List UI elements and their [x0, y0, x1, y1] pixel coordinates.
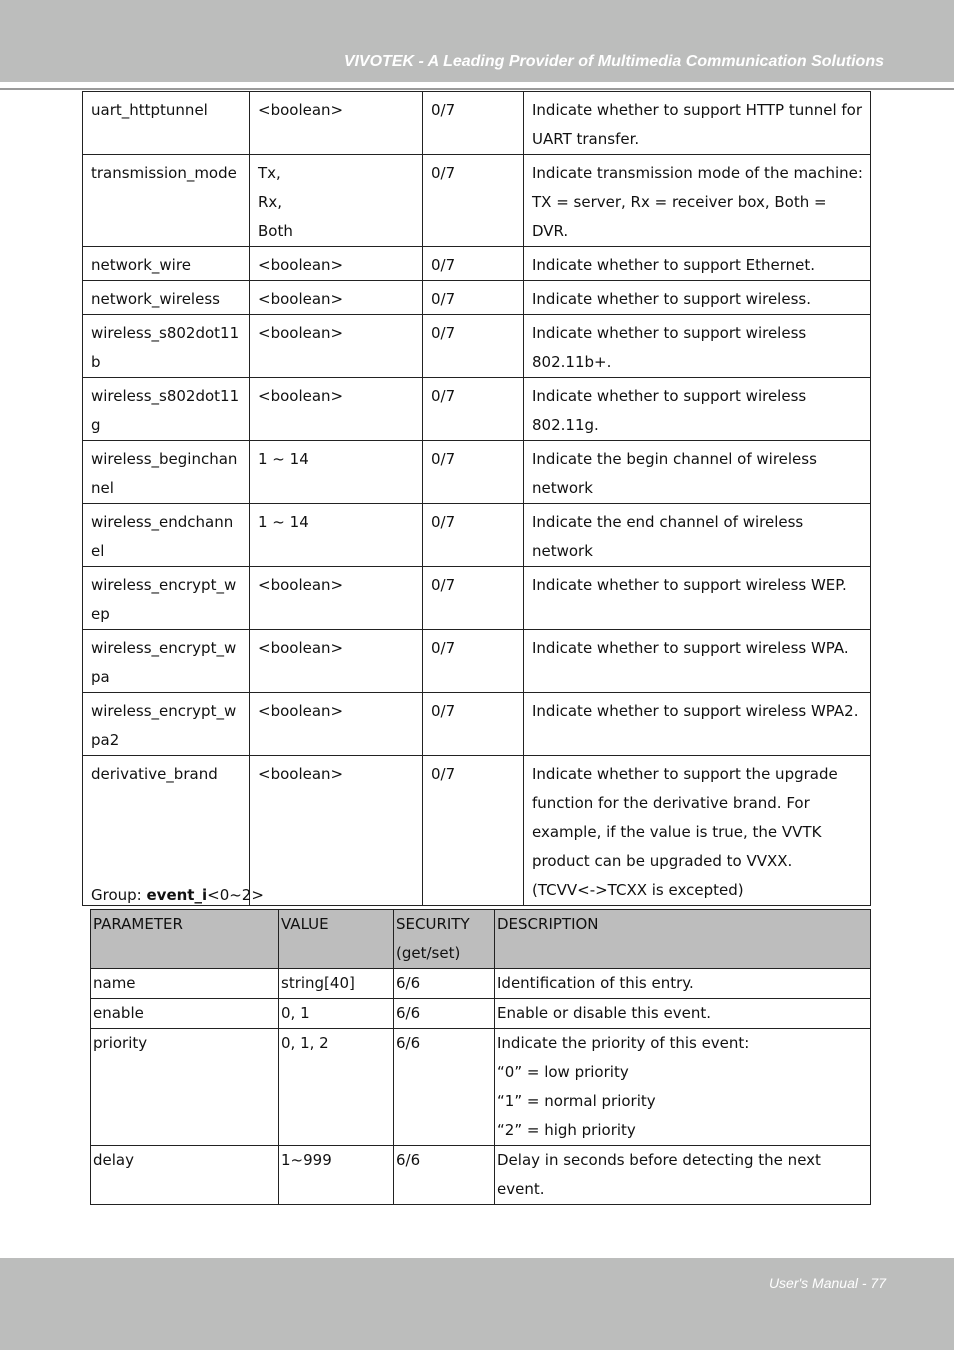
cell-line: <boolean> [258, 290, 344, 308]
cell-line: product can be upgraded to VVXX. [532, 852, 793, 870]
parameter-cell: name [91, 969, 279, 999]
table-row [83, 378, 871, 441]
security-cell: 0/7 [423, 155, 524, 247]
description-cell [495, 1146, 871, 1205]
cell-line: “1” = normal priority [497, 1092, 656, 1110]
description-cell [524, 693, 871, 756]
cell-line: TX = server, Rx = receiver box, Both = DVR. [532, 193, 827, 240]
description-cell [524, 504, 871, 567]
page-footer [0, 1258, 954, 1350]
parameter-cell: wireless_s802dot11g [83, 378, 250, 441]
footer-page-label: User's Manual - 77 [768, 1275, 886, 1291]
value-cell [250, 155, 423, 247]
cell-line: <boolean> [258, 702, 344, 720]
table-row [83, 630, 871, 693]
value-cell: string[40] [279, 969, 394, 999]
parameter-cell: wireless_endchannel [83, 504, 250, 567]
parameter-table-body [83, 92, 871, 906]
security-cell: 0/7 [423, 92, 524, 155]
table-row [83, 567, 871, 630]
parameter-cell: wireless_s802dot11b [83, 315, 250, 378]
cell-line: “0” = low priority [497, 1063, 629, 1081]
cell-line: “2” = high priority [497, 1121, 636, 1139]
cell-line: <boolean> [258, 576, 344, 594]
parameter-cell: wireless_encrypt_wep [83, 567, 250, 630]
table-row [83, 441, 871, 504]
table-row [83, 247, 871, 281]
header-parameter: PARAMETER [91, 910, 279, 969]
cell-line: <boolean> [258, 101, 344, 119]
security-cell: 0/7 [423, 315, 524, 378]
table-row [83, 315, 871, 378]
description-cell [524, 756, 871, 906]
cell-line: Indicate whether to support wireless WPA. [532, 639, 849, 657]
security-cell: 0/7 [423, 504, 524, 567]
description-cell [524, 155, 871, 247]
cell-line: Indicate the begin channel of wireless [532, 450, 817, 468]
group-suffix: <0~2> [207, 886, 264, 904]
table-row [83, 693, 871, 756]
value-cell [250, 441, 423, 504]
cell-line: Indicate whether to support wireless WPA2. [532, 702, 859, 720]
cell-line: (TCVV<->TCXX is excepted) [532, 881, 744, 899]
cell-line: Rx, [258, 193, 283, 211]
parameter-table-capability [82, 91, 871, 906]
description-cell [524, 315, 871, 378]
security-cell: 6/6 [394, 1146, 495, 1205]
cell-line: Identification of this entry. [497, 974, 694, 992]
cell-line: Indicate whether to support the upgrade [532, 765, 838, 783]
parameter-cell: wireless_beginchannel [83, 441, 250, 504]
parameter-table-event [90, 909, 871, 1205]
parameter-cell: uart_httptunnel [83, 92, 250, 155]
cell-line: <boolean> [258, 324, 344, 342]
parameter-cell: priority [91, 1029, 279, 1146]
cell-line: Indicate whether to support wireless 802.11g. [532, 387, 807, 434]
cell-line: Indicate the end channel of wireless network [532, 513, 804, 560]
cell-line: Indicate whether to support Ethernet. [532, 256, 816, 274]
cell-line: Indicate whether to support HTTP tunnel for [532, 101, 863, 119]
header-security [394, 910, 495, 969]
cell-line: <boolean> [258, 256, 344, 274]
description-cell [524, 567, 871, 630]
cell-line: Indicate transmission mode of the machine: [532, 164, 863, 182]
group-name: event_i [146, 886, 208, 904]
cell-line: Both [258, 222, 293, 240]
cell-line: Delay in seconds before detecting the next event. [497, 1151, 821, 1198]
parameter-cell: derivative_brand [83, 756, 250, 906]
parameter-cell: delay [91, 1146, 279, 1205]
security-cell: 6/6 [394, 969, 495, 999]
security-cell: 6/6 [394, 1029, 495, 1146]
security-cell: 0/7 [423, 567, 524, 630]
table-row [91, 999, 871, 1029]
header-description: DESCRIPTION [495, 910, 871, 969]
table-row [83, 504, 871, 567]
value-cell [250, 247, 423, 281]
description-cell [495, 1029, 871, 1146]
cell-line: <boolean> [258, 387, 344, 405]
header-security-line: SECURITY [396, 915, 470, 933]
cell-line: UART transfer. [532, 130, 640, 148]
cell-line: Indicate whether to support wireless. [532, 290, 811, 308]
security-cell: 0/7 [423, 281, 524, 315]
parameter-cell: network_wire [83, 247, 250, 281]
description-cell [524, 630, 871, 693]
value-cell: 0, 1 [279, 999, 394, 1029]
description-cell [524, 247, 871, 281]
security-cell: 0/7 [423, 441, 524, 504]
table-row [83, 281, 871, 315]
cell-line: 1 ~ 14 [258, 513, 309, 531]
security-cell: 0/7 [423, 247, 524, 281]
table-row [91, 969, 871, 999]
security-cell: 0/7 [423, 630, 524, 693]
value-cell [250, 693, 423, 756]
header-title: VIVOTEK - A Leading Provider of Multimedia Communication Solutions [343, 53, 884, 70]
page-header [0, 0, 954, 82]
value-cell: 0, 1, 2 [279, 1029, 394, 1146]
cell-line: example, if the value is true, the VVTK [532, 823, 822, 841]
table-header-row [91, 910, 871, 969]
value-cell [250, 504, 423, 567]
value-cell [250, 281, 423, 315]
cell-line: Enable or disable this event. [497, 1004, 711, 1022]
value-cell [250, 630, 423, 693]
table-row [83, 92, 871, 155]
description-cell [524, 378, 871, 441]
description-cell [524, 92, 871, 155]
description-cell [524, 281, 871, 315]
value-cell [250, 378, 423, 441]
table-row [91, 1146, 871, 1205]
value-cell [250, 315, 423, 378]
cell-line: 1 ~ 14 [258, 450, 309, 468]
parameter-cell: enable [91, 999, 279, 1029]
header-divider [0, 88, 954, 90]
cell-line: network [532, 479, 593, 497]
group-label [91, 883, 264, 907]
value-cell [250, 756, 423, 906]
security-cell: 6/6 [394, 999, 495, 1029]
security-cell: 0/7 [423, 756, 524, 906]
security-cell: 0/7 [423, 378, 524, 441]
parameter-cell: transmission_mode [83, 155, 250, 247]
header-security-line: (get/set) [396, 944, 461, 962]
table-row [83, 155, 871, 247]
cell-line: Indicate whether to support wireless WEP. [532, 576, 847, 594]
cell-line: Indicate whether to support wireless [532, 324, 807, 342]
description-cell [495, 969, 871, 999]
cell-line: Tx, [258, 164, 281, 182]
security-cell: 0/7 [423, 693, 524, 756]
parameter-cell: network_wireless [83, 281, 250, 315]
table-row [91, 1029, 871, 1146]
cell-line: Indicate the priority of this event: [497, 1034, 750, 1052]
description-cell [524, 441, 871, 504]
group-prefix: Group: [91, 886, 147, 904]
cell-line: <boolean> [258, 765, 344, 783]
value-cell [250, 92, 423, 155]
event-table-body [91, 910, 871, 1205]
cell-line: <boolean> [258, 639, 344, 657]
cell-line: function for the derivative brand. For [532, 794, 810, 812]
description-cell [495, 999, 871, 1029]
parameter-cell: wireless_encrypt_wpa [83, 630, 250, 693]
header-value: VALUE [279, 910, 394, 969]
cell-line: 802.11b+. [532, 353, 612, 371]
parameter-cell: wireless_encrypt_wpa2 [83, 693, 250, 756]
value-cell [250, 567, 423, 630]
value-cell: 1~999 [279, 1146, 394, 1205]
